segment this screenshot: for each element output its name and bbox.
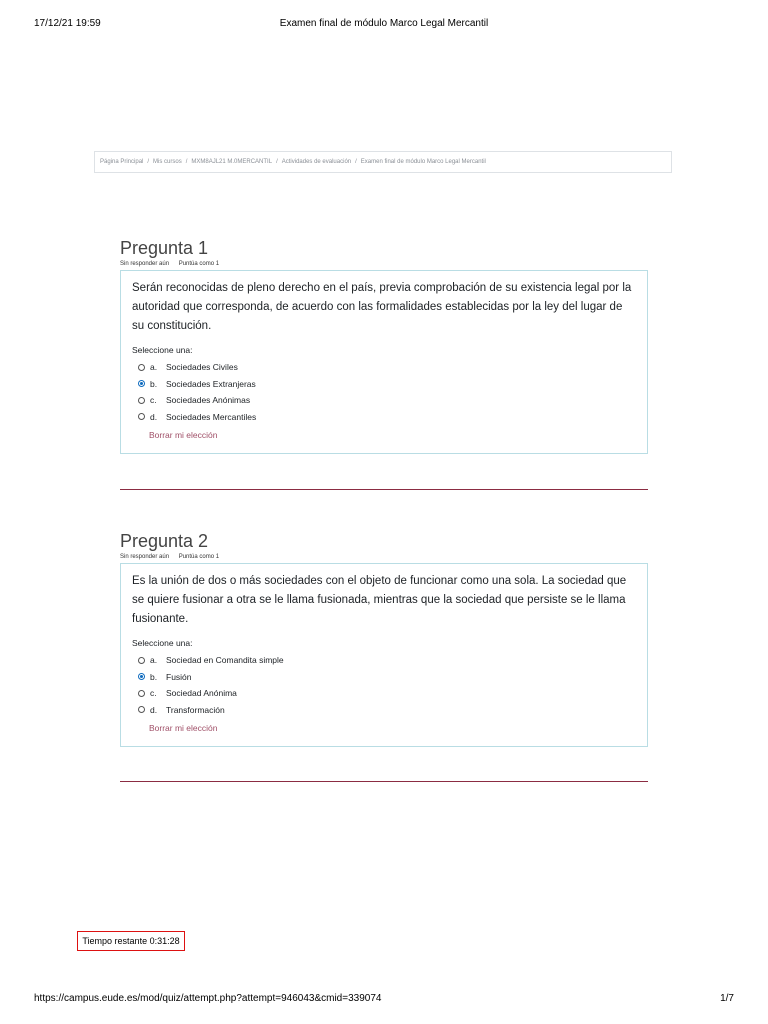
print-title: Examen final de módulo Marco Legal Mercantil xyxy=(279,18,489,29)
question-divider xyxy=(120,781,648,782)
question-grade: Puntúa como 1 xyxy=(178,261,220,267)
question-info xyxy=(120,554,648,562)
answer-label[interactable]: Sociedades Extranjeras xyxy=(166,378,256,389)
answer-letter: c. xyxy=(150,395,157,406)
print-datetime: 17/12/21 19:59 xyxy=(34,18,101,29)
answer-option-c[interactable] xyxy=(132,685,635,702)
question-heading: Pregunta 1 xyxy=(120,238,209,258)
radio-button[interactable] xyxy=(138,364,145,371)
breadcrumb-activities[interactable]: Actividades de evaluación xyxy=(281,159,352,165)
answer-letter: b. xyxy=(150,671,158,682)
breadcrumb-separator: / xyxy=(185,159,188,165)
radio-button[interactable] xyxy=(138,413,145,420)
answer-letter: c. xyxy=(150,688,157,699)
radio-button[interactable] xyxy=(138,690,145,697)
answer-option-c[interactable] xyxy=(132,392,635,409)
answer-option-a[interactable] xyxy=(132,359,635,376)
clear-choice-link[interactable]: Borrar mi elección xyxy=(149,430,218,440)
print-url: https://campus.eude.es/mod/quiz/attempt.php?attempt=946043&cmid=339074 xyxy=(34,993,382,1004)
answer-label[interactable]: Sociedades Anónimas xyxy=(166,395,251,406)
question-divider xyxy=(120,489,648,490)
breadcrumb-home[interactable]: Página Principal xyxy=(100,159,144,165)
question-text: Es la unión de dos o más sociedades con el objeto de funcionar como una sola. La sociedad que se quiere fusionar a otra se le llama fusionada, mientras que la sociedad que persiste se le llama fusionante. xyxy=(132,575,627,625)
answer-option-d[interactable] xyxy=(132,702,635,719)
breadcrumb-separator: / xyxy=(276,159,278,165)
answer-option-b[interactable] xyxy=(132,669,635,686)
answer-option-b[interactable] xyxy=(132,376,635,393)
answer-label[interactable]: Transformación xyxy=(166,704,225,715)
answer-prompt: Seleccione una: xyxy=(132,345,193,355)
answer-label[interactable]: Sociedad Anónima xyxy=(166,688,237,699)
print-header xyxy=(0,18,768,32)
answer-option-a[interactable] xyxy=(132,652,635,669)
radio-button[interactable] xyxy=(138,397,145,404)
answer-option-d[interactable] xyxy=(132,409,635,426)
time-remaining: Tiempo restante 0:31:28 xyxy=(77,931,185,951)
question-content-box xyxy=(120,563,648,747)
question-content-box xyxy=(120,270,648,454)
question-1 xyxy=(120,238,648,454)
answer-letter: d. xyxy=(150,411,158,422)
answer-label[interactable]: Sociedades Civiles xyxy=(166,362,238,373)
radio-button-selected[interactable] xyxy=(138,673,145,680)
radio-button[interactable] xyxy=(138,657,145,664)
question-grade: Puntúa como 1 xyxy=(178,554,220,560)
question-state: Sin responder aún xyxy=(120,554,170,560)
answer-label[interactable]: Fusión xyxy=(166,671,192,682)
radio-button[interactable] xyxy=(138,706,145,713)
print-footer xyxy=(0,993,768,1007)
answer-label[interactable]: Sociedades Mercantiles xyxy=(166,411,257,422)
question-state: Sin responder aún xyxy=(120,261,170,267)
breadcrumb-course[interactable]: MXM8AJL21 M.0MERCANTIL xyxy=(191,159,273,165)
question-info xyxy=(120,261,648,269)
breadcrumb-quiz[interactable]: Examen final de módulo Marco Legal Mercantil xyxy=(360,159,486,165)
answer-letter: d. xyxy=(150,704,158,715)
answer-label[interactable]: Sociedad en Comandita simple xyxy=(166,655,284,666)
breadcrumb xyxy=(94,151,672,173)
question-2 xyxy=(120,531,648,747)
answer-letter: a. xyxy=(150,655,158,666)
clear-choice-link[interactable]: Borrar mi elección xyxy=(149,723,218,733)
radio-button-selected[interactable] xyxy=(138,380,145,387)
print-page-number: 1/7 xyxy=(720,993,734,1004)
question-text: Serán reconocidas de pleno derecho en el país, previa comprobación de su existencia legal por la autoridad que corresponda, de acuerdo con las formalidades establecidas por la ley del lugar de su constitución. xyxy=(132,282,632,332)
answer-prompt: Seleccione una: xyxy=(132,638,193,648)
breadcrumb-separator: / xyxy=(355,159,357,165)
answer-letter: b. xyxy=(150,378,158,389)
breadcrumb-separator: / xyxy=(147,159,150,165)
answer-letter: a. xyxy=(150,362,158,373)
breadcrumb-my-courses[interactable]: Mis cursos xyxy=(153,159,182,165)
question-heading: Pregunta 2 xyxy=(120,531,209,551)
